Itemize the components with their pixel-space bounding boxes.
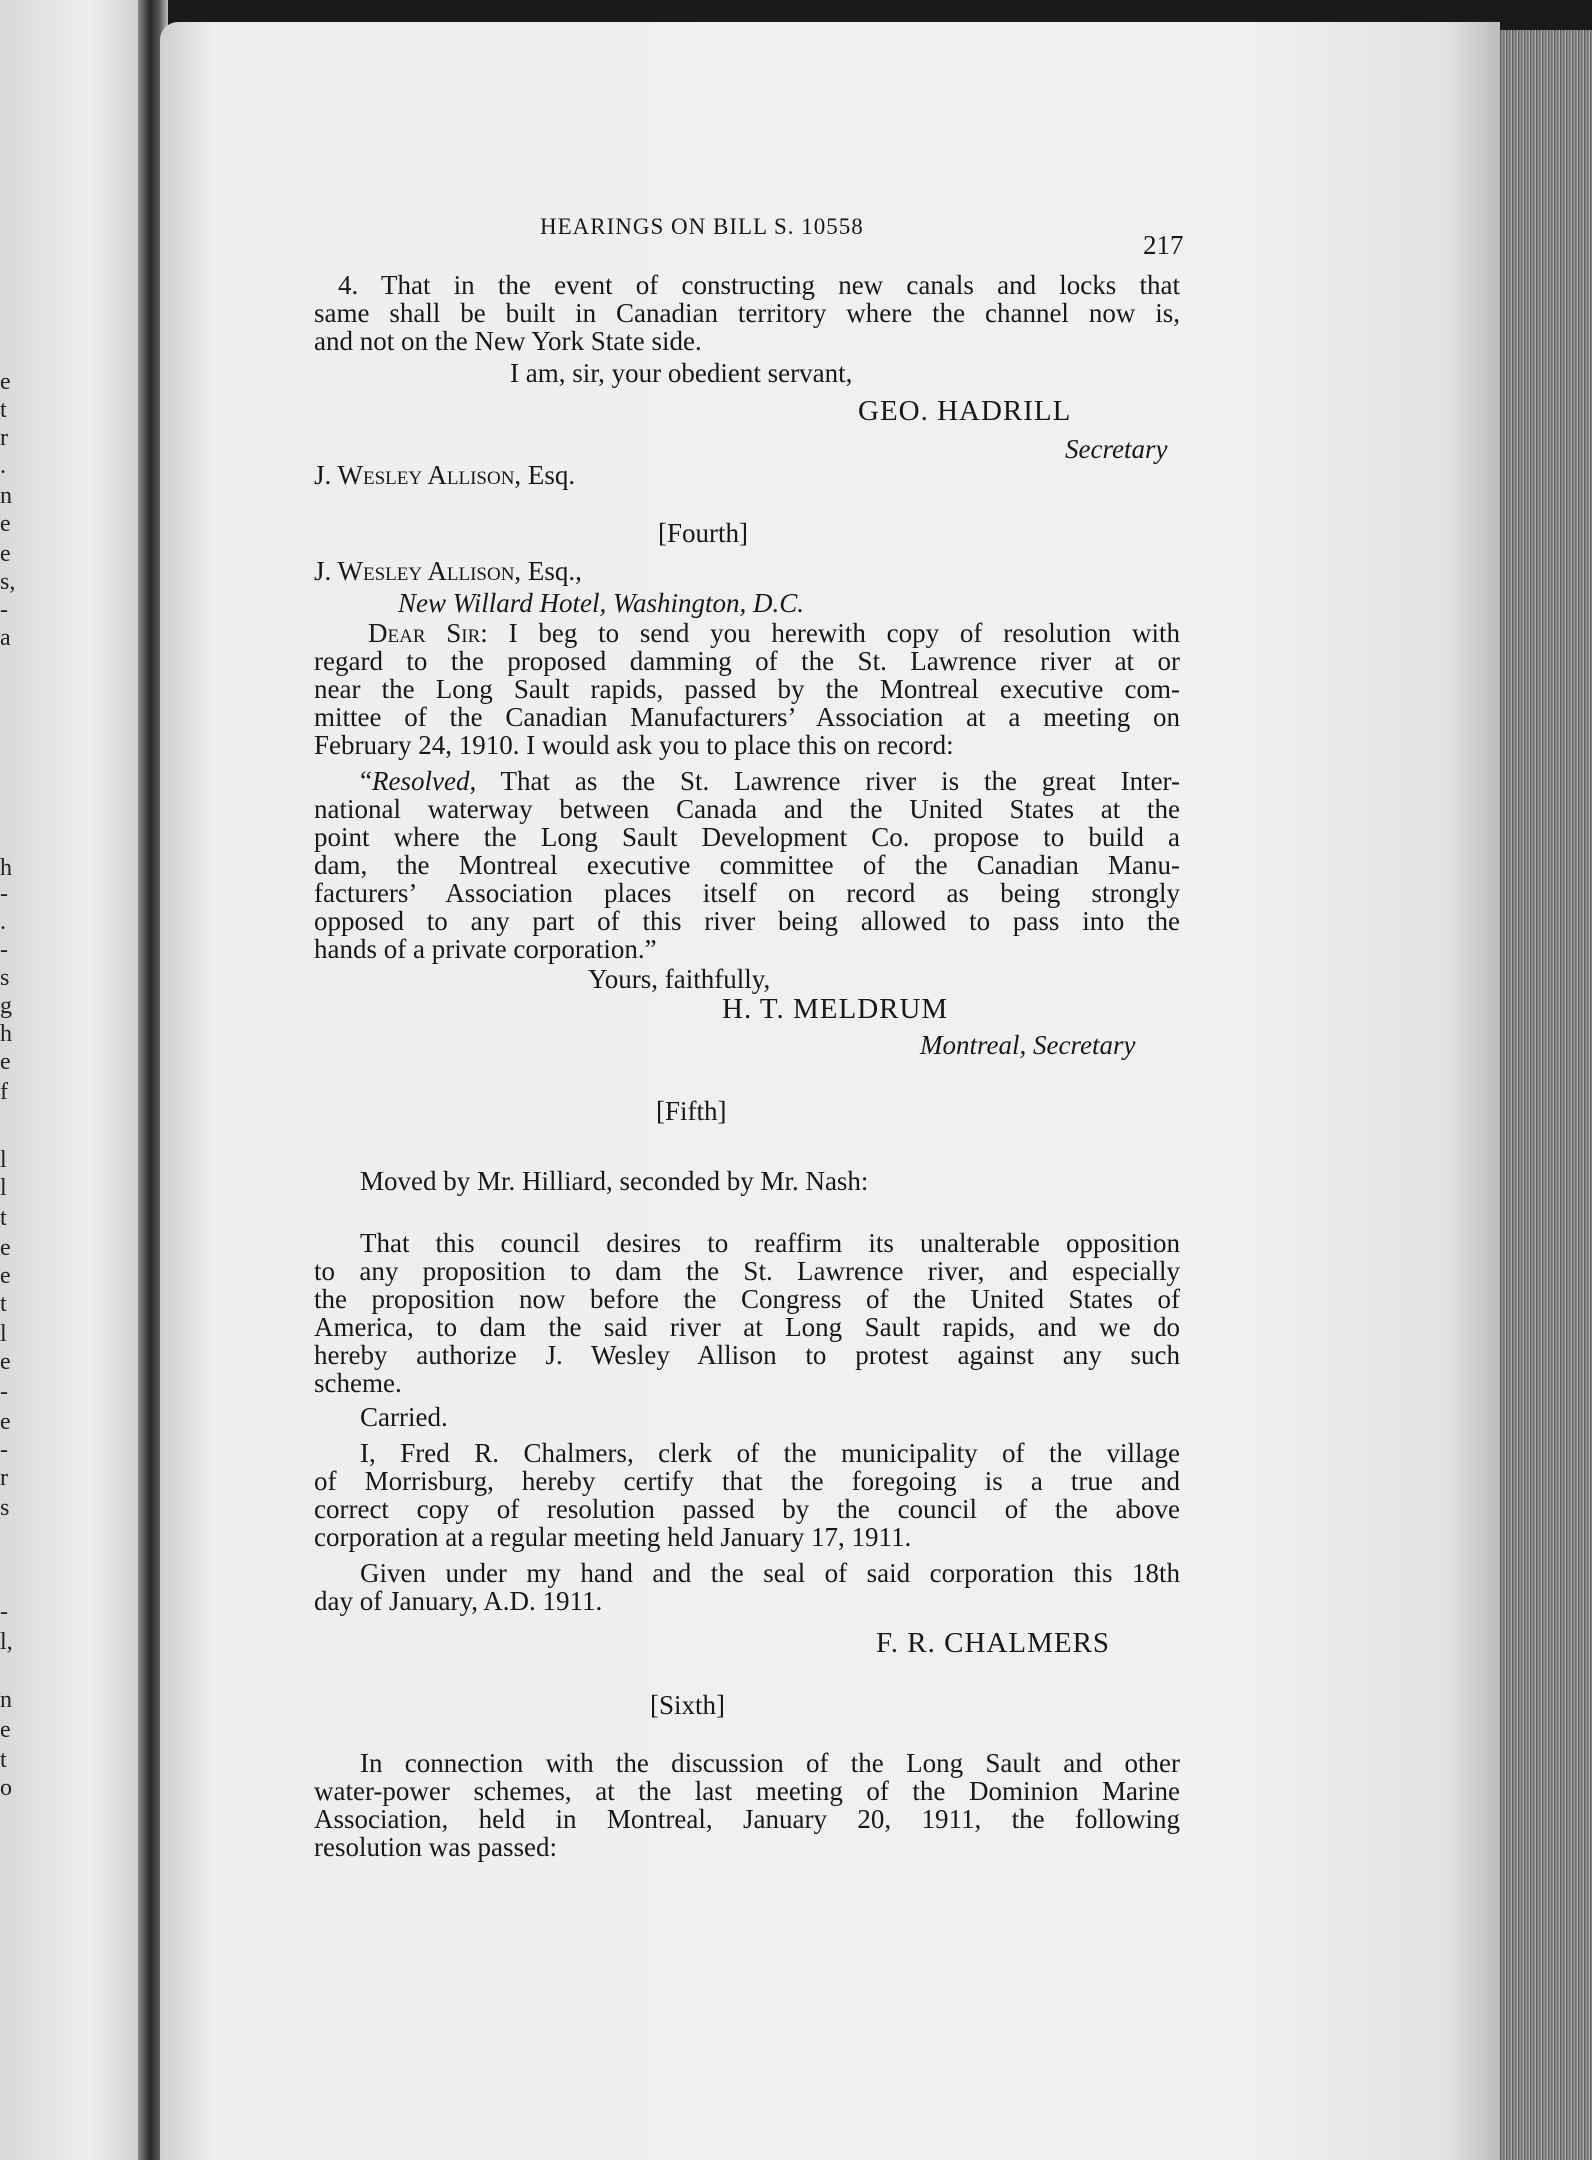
margin-letter: l xyxy=(0,1147,7,1173)
quote-open: “ xyxy=(360,766,372,796)
item4-addressee xyxy=(314,460,575,490)
sixth-line: In connection with the discussion of the Long Sault and other xyxy=(360,1748,1180,1778)
left-margin-letters xyxy=(0,0,22,2160)
margin-letter: r xyxy=(0,1465,8,1491)
margin-letter: e xyxy=(0,511,11,537)
fifth-cert-line: I, Fred R. Chalmers, clerk of the municipality of the village xyxy=(360,1438,1180,1468)
margin-letter: l, xyxy=(0,1629,13,1655)
margin-letter: . xyxy=(0,909,6,935)
fifth-given-line: Given under my hand and the seal of said corporation this 18th xyxy=(360,1558,1180,1588)
fifth-resolution-line: hereby authorize J. Wesley Allison to protest against any such xyxy=(314,1340,1180,1370)
fourth-body-line: mittee of the Canadian Manufacturers’ Association at a meeting on xyxy=(314,702,1180,732)
margin-letter: e xyxy=(0,369,11,395)
fifth-resolution-line: America, to dam the said river at Long Sault rapids, and we do xyxy=(314,1312,1180,1342)
quote-resolved: Resolved, xyxy=(371,766,477,796)
fourth-heading: [Fourth] xyxy=(658,518,748,548)
fifth-given-line: day of January, A.D. 1911. xyxy=(314,1586,603,1616)
fourth-addressee xyxy=(314,556,582,586)
margin-letter: s xyxy=(0,965,10,991)
item4-signature: GEO. HADRILL xyxy=(858,395,1072,427)
margin-letter: s, xyxy=(0,569,16,595)
fifth-heading: [Fifth] xyxy=(656,1096,727,1126)
fourth-quote-line: point where the Long Sault Development Co. propose to build a xyxy=(314,822,1180,852)
margin-letter: - xyxy=(0,1437,8,1463)
margin-letter: e xyxy=(0,1235,11,1261)
margin-letter: l xyxy=(0,1175,7,1201)
fourth-salutation-line xyxy=(368,618,1180,648)
margin-letter: e xyxy=(0,1263,11,1289)
fourth-quote-line: national waterway between Canada and the United States at the xyxy=(314,794,1180,824)
fifth-resolution-line: the proposition now before the Congress of the United States of xyxy=(314,1284,1180,1314)
margin-letter: t xyxy=(0,1291,7,1317)
salutation: Dear Sir: xyxy=(368,618,488,648)
fourth-body-line: February 24, 1910. I would ask you to place this on record: xyxy=(314,730,954,760)
item4-line: 4. That in the event of constructing new canals and locks that xyxy=(338,270,1180,300)
margin-letter: a xyxy=(0,625,11,651)
item4-closing: I am, sir, your obedient servant, xyxy=(510,358,853,388)
margin-letter: - xyxy=(0,1379,8,1405)
margin-letter: e xyxy=(0,1049,11,1075)
margin-letter: r xyxy=(0,425,8,451)
margin-letter: . xyxy=(0,453,6,479)
margin-letter: o xyxy=(0,1775,12,1801)
fourth-body-line: regard to the proposed damming of the St. Lawrence river at or xyxy=(314,646,1180,676)
fifth-resolution-line: scheme. xyxy=(314,1368,402,1398)
fourth-signature: H. T. MELDRUM xyxy=(722,993,949,1025)
fifth-cert-line: corporation at a regular meeting held January 17, 1911. xyxy=(314,1522,912,1552)
margin-letter: n xyxy=(0,1687,12,1713)
margin-letter: g xyxy=(0,993,12,1019)
page-number: 217 xyxy=(1143,230,1184,260)
addressee-name: J. Wesley Allison, xyxy=(314,556,522,586)
fourth-address: New Willard Hotel, Washington, D.C. xyxy=(398,588,805,618)
fifth-resolution-line: to any proposition to dam the St. Lawrence river, and especially xyxy=(314,1256,1180,1286)
fifth-cert-line: of Morrisburg, hereby certify that the foregoing is a true and xyxy=(314,1466,1180,1496)
item4-line: and not on the New York State side. xyxy=(314,326,702,356)
margin-letter: - xyxy=(0,937,8,963)
addressee-name: J. Wesley Allison, xyxy=(314,460,522,490)
fifth-carried: Carried. xyxy=(360,1402,448,1432)
addressee-suffix: Esq. xyxy=(521,460,576,490)
margin-letter: e xyxy=(0,541,11,567)
margin-letter: e xyxy=(0,1717,11,1743)
margin-letter: h xyxy=(0,1021,12,1047)
quote-first-text: That as the St. Lawrence river is the great Inter- xyxy=(476,766,1180,796)
fourth-quote-line: hands of a private corporation.” xyxy=(314,934,657,964)
fourth-body-line: near the Long Sault rapids, passed by the Montreal executive com- xyxy=(314,674,1180,704)
margin-letter: l xyxy=(0,1321,7,1347)
margin-letter: t xyxy=(0,397,7,423)
sixth-line: resolution was passed: xyxy=(314,1832,557,1862)
fourth-quote-line: dam, the Montreal executive committee of the Canadian Manu- xyxy=(314,850,1180,880)
sixth-line: water-power schemes, at the last meeting of the Dominion Marine xyxy=(314,1776,1180,1806)
margin-letter: e xyxy=(0,1349,11,1375)
sixth-line: Association, held in Montreal, January 20, 1911, the following xyxy=(314,1804,1180,1834)
margin-letter: e xyxy=(0,1409,11,1435)
item4-line: same shall be built in Canadian territory where the channel now is, xyxy=(314,298,1180,328)
margin-letter: - xyxy=(0,1599,8,1625)
margin-letter: h xyxy=(0,855,12,881)
fourth-quote-first xyxy=(360,766,1180,796)
fifth-cert-line: correct copy of resolution passed by the council of the above xyxy=(314,1494,1180,1524)
left-page xyxy=(0,0,150,2160)
margin-letter: - xyxy=(0,597,8,623)
margin-letter: f xyxy=(0,1079,8,1105)
fifth-moved: Moved by Mr. Hilliard, seconded by Mr. Nash: xyxy=(360,1166,869,1196)
fifth-signature: F. R. CHALMERS xyxy=(876,1627,1111,1659)
margin-letter: - xyxy=(0,881,8,907)
margin-letter: s xyxy=(0,1495,10,1521)
page-text xyxy=(298,0,1184,2160)
body-first: I beg to send you herewith copy of resolution with xyxy=(487,618,1180,648)
page-edges xyxy=(1500,30,1592,2160)
fourth-closing: Yours, faithfully, xyxy=(588,964,771,994)
fourth-quote-line: facturers’ Association places itself on record as being strongly xyxy=(314,878,1180,908)
item4-title: Secretary xyxy=(1065,434,1168,464)
margin-letter: n xyxy=(0,483,12,509)
fifth-resolution-line: That this council desires to reaffirm its unalterable opposition xyxy=(360,1228,1180,1258)
addressee-suffix: Esq., xyxy=(521,556,582,586)
running-header: HEARINGS ON BILL S. 10558 xyxy=(540,214,864,239)
sixth-heading: [Sixth] xyxy=(650,1690,726,1720)
fourth-title: Montreal, Secretary xyxy=(920,1030,1136,1060)
margin-letter: t xyxy=(0,1205,7,1231)
margin-letter: t xyxy=(0,1747,7,1773)
fourth-quote-line: opposed to any part of this river being allowed to pass into the xyxy=(314,906,1180,936)
